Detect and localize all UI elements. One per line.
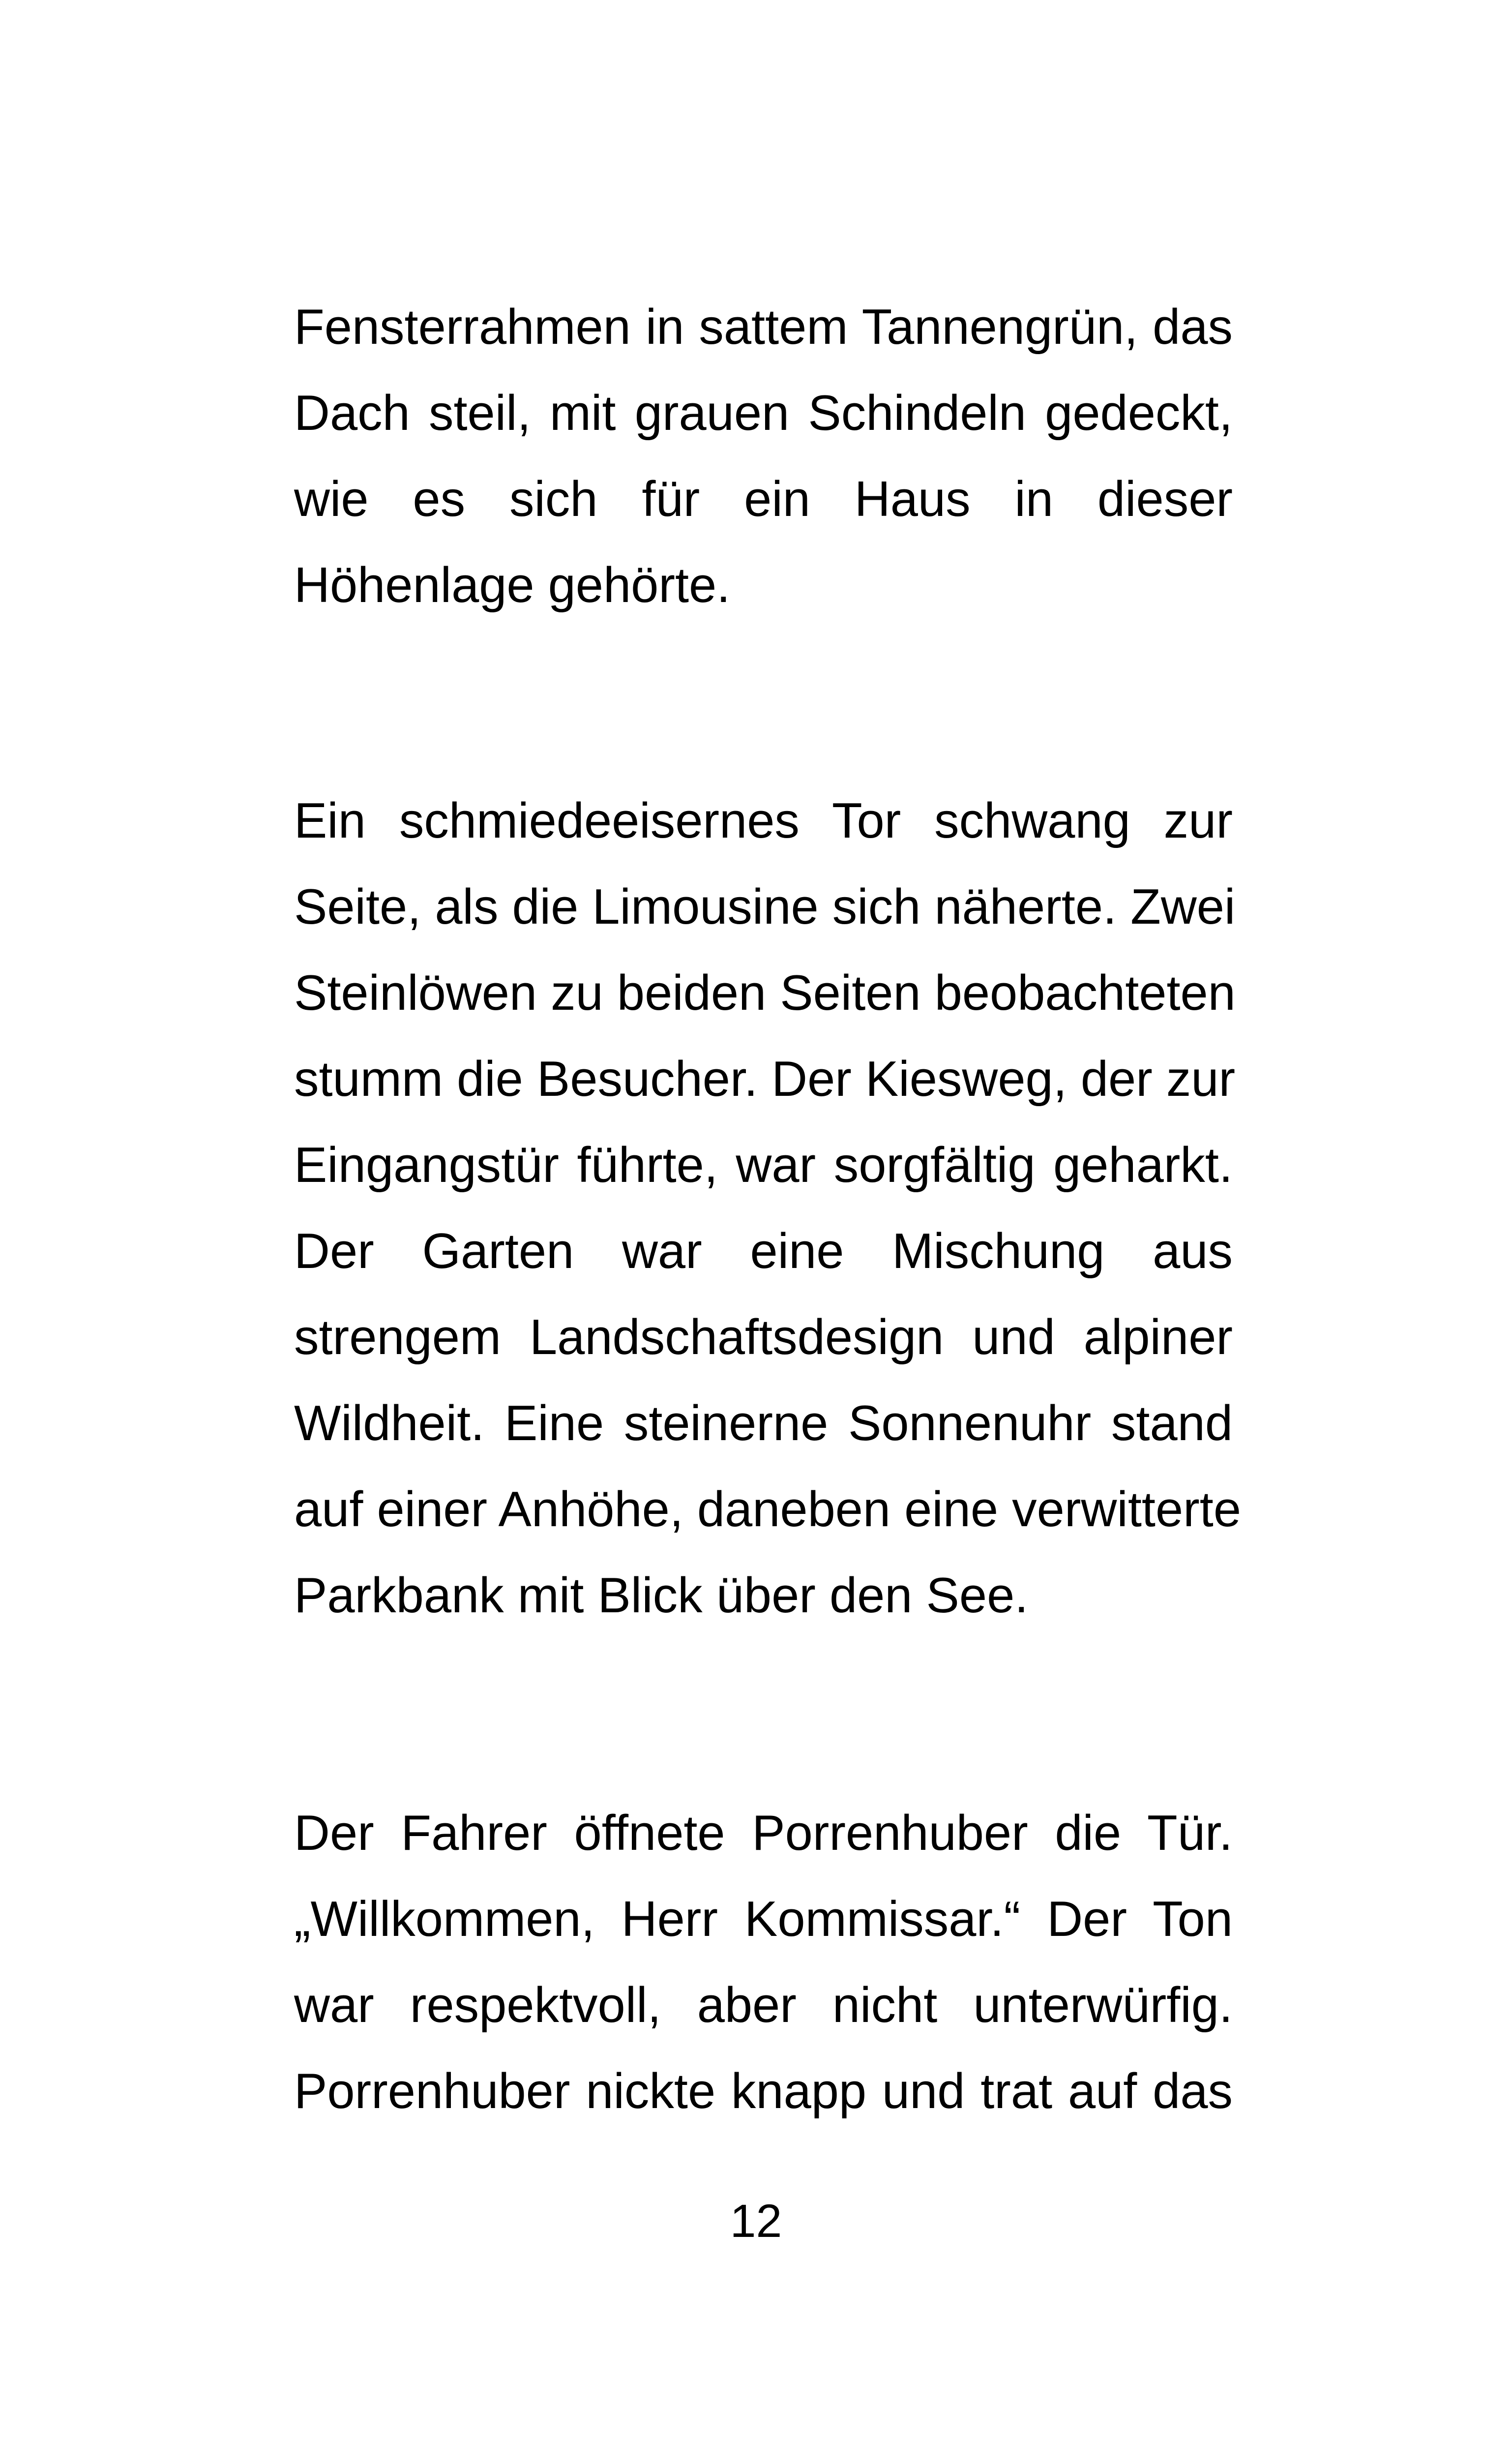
text-line: Ein schmiedeeisernes Tor schwang zur <box>294 793 1233 848</box>
paragraph <box>294 1790 1233 2135</box>
text-line: strengem Landschaftsdesign und alpiner <box>294 1310 1233 1365</box>
text-line: Dach steil, mit grauen Schindeln gedeckt, <box>294 386 1233 441</box>
text-line: stumm die Besucher. Der Kiesweg, der zur <box>294 1052 1236 1107</box>
text-line: Höhenlage gehörte. <box>294 558 731 613</box>
text-line: Wildheit. Eine steinerne Sonnenuhr stand <box>294 1396 1233 1451</box>
text-line: Fensterrahmen in sattem Tannengrün, das <box>294 300 1233 355</box>
paragraph <box>294 284 1233 629</box>
text-line: Steinlöwen zu beiden Seiten beobachteten <box>294 965 1236 1021</box>
text-line: auf einer Anhöhe, daneben eine verwitterte <box>294 1482 1242 1537</box>
text-line: Seite, als die Limousine sich näherte. Zwei <box>294 879 1236 935</box>
text-line: war respektvoll, aber nicht unterwürfig. <box>294 1978 1233 2033</box>
text-line: „Willkommen, Herr Kommissar.“ Der Ton <box>294 1892 1233 1947</box>
text-line: Der Fahrer öffnete Porrenhuber die Tür. <box>294 1806 1233 1861</box>
page-number: 12 <box>730 2195 782 2247</box>
text-line: Der Garten war eine Mischung aus <box>294 1224 1233 1279</box>
text-line: Eingangstür führte, war sorgfältig geharkt. <box>294 1138 1233 1193</box>
text-line: Porrenhuber nickte knapp und trat auf das <box>294 2064 1233 2119</box>
text-line: Parkbank mit Blick über den See. <box>294 1568 1029 1623</box>
text-line: wie es sich für ein Haus in dieser <box>294 472 1233 527</box>
paragraph <box>294 778 1242 1639</box>
